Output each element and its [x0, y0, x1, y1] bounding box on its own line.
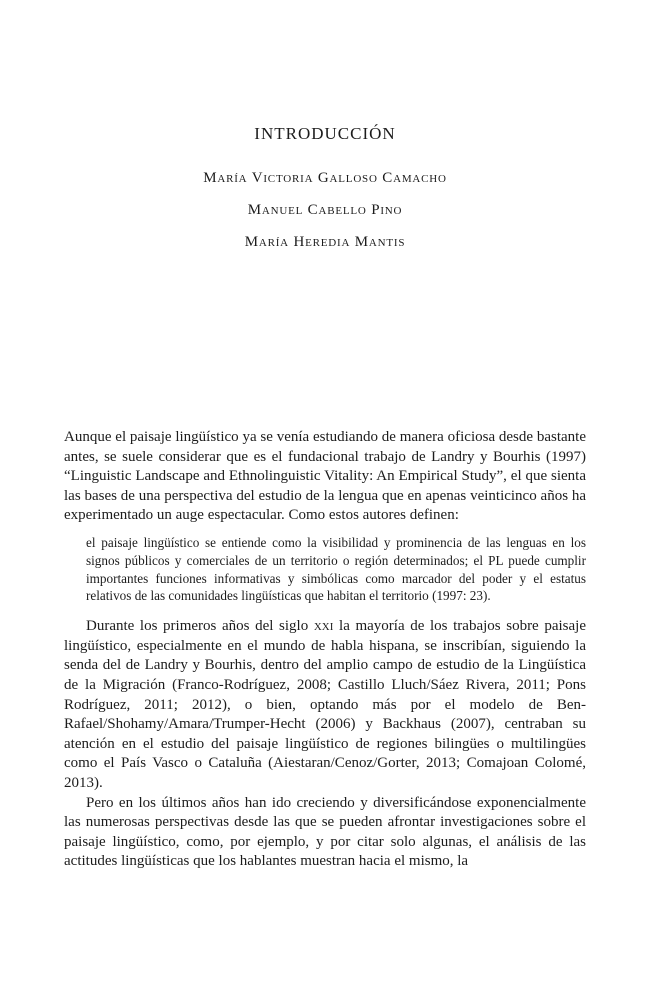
chapter-title: INTRODUCCIÓN	[254, 124, 396, 143]
author-1: María Victoria Galloso Camacho	[203, 170, 447, 186]
block-quote: el paisaje lingüístico se entiende como la visibilidad y prominencia de las lenguas en los signos públicos y comerciales de un territorio o región determinados; el PL puede cumplir importantes funciones informativas y simbólicas como marcador del poder y el estatus relativos de las comunidades lingüísticas que habitan el territorio (1997: 23).	[86, 534, 586, 604]
author-3: María Heredia Mantis	[244, 234, 406, 250]
paragraph-3: Pero en los últimos años han ido creciendo y diversificándose exponencialmente las numerosas perspectivas desde las que se pueden afrontar investigaciones sobre el paisaje lingüístico, como, por ejemplo, y por citar solo algunas, el análisis de las actitudes lingüísticas que los hablantes muestran hacia el mismo, la	[64, 794, 586, 870]
body-text	[64, 428, 586, 872]
paragraph-2	[64, 617, 586, 793]
paragraph-1: Aunque el paisaje lingüístico ya se venía estudiando de manera oficiosa desde bastante antes, se suele considerar que es el fundacional trabajo de Landry y Bourhis (1997) “Linguistic Landscape and Ethnolinguistic Vitality: An Empirical Study”, el que sienta las bases de una perspectiva del estudio de la lengua que en apenas veinticinco años ha experimentado un auge espectacular. Como estos autores definen:	[64, 429, 586, 524]
author-2: Manuel Cabello Pino	[247, 202, 403, 218]
century-numeral: xxi	[313, 618, 334, 635]
paragraph-2-rest: la mayoría de los trabajos sobre paisaje lingüístico, especialmente en el mundo de habla hispana, se inscribían, siguiendo la senda del de Landry y Bourhis, dentro del amplio campo de estudio de la Lingüística de la Migración (Franco-Rodríguez, 2008; Castillo Lluch/Sáez Rivera, 2011; Pons Rodríguez, 2011; 2012), o bien, optando más por el modelo de Ben-Rafael/Shohamy/Amara/Trumper-Hecht (2006) y Backhaus (2007), centraban su atención en el estudio del paisaje lingüístico de regiones bilingües o multilingües como el País Vasco o Cataluña (Aiestaran/Cenoz/Gorter, 2013; Comajoan Colomé, 2013).	[64, 618, 586, 791]
paragraph-2-start: Durante los primeros años del siglo	[86, 618, 314, 635]
